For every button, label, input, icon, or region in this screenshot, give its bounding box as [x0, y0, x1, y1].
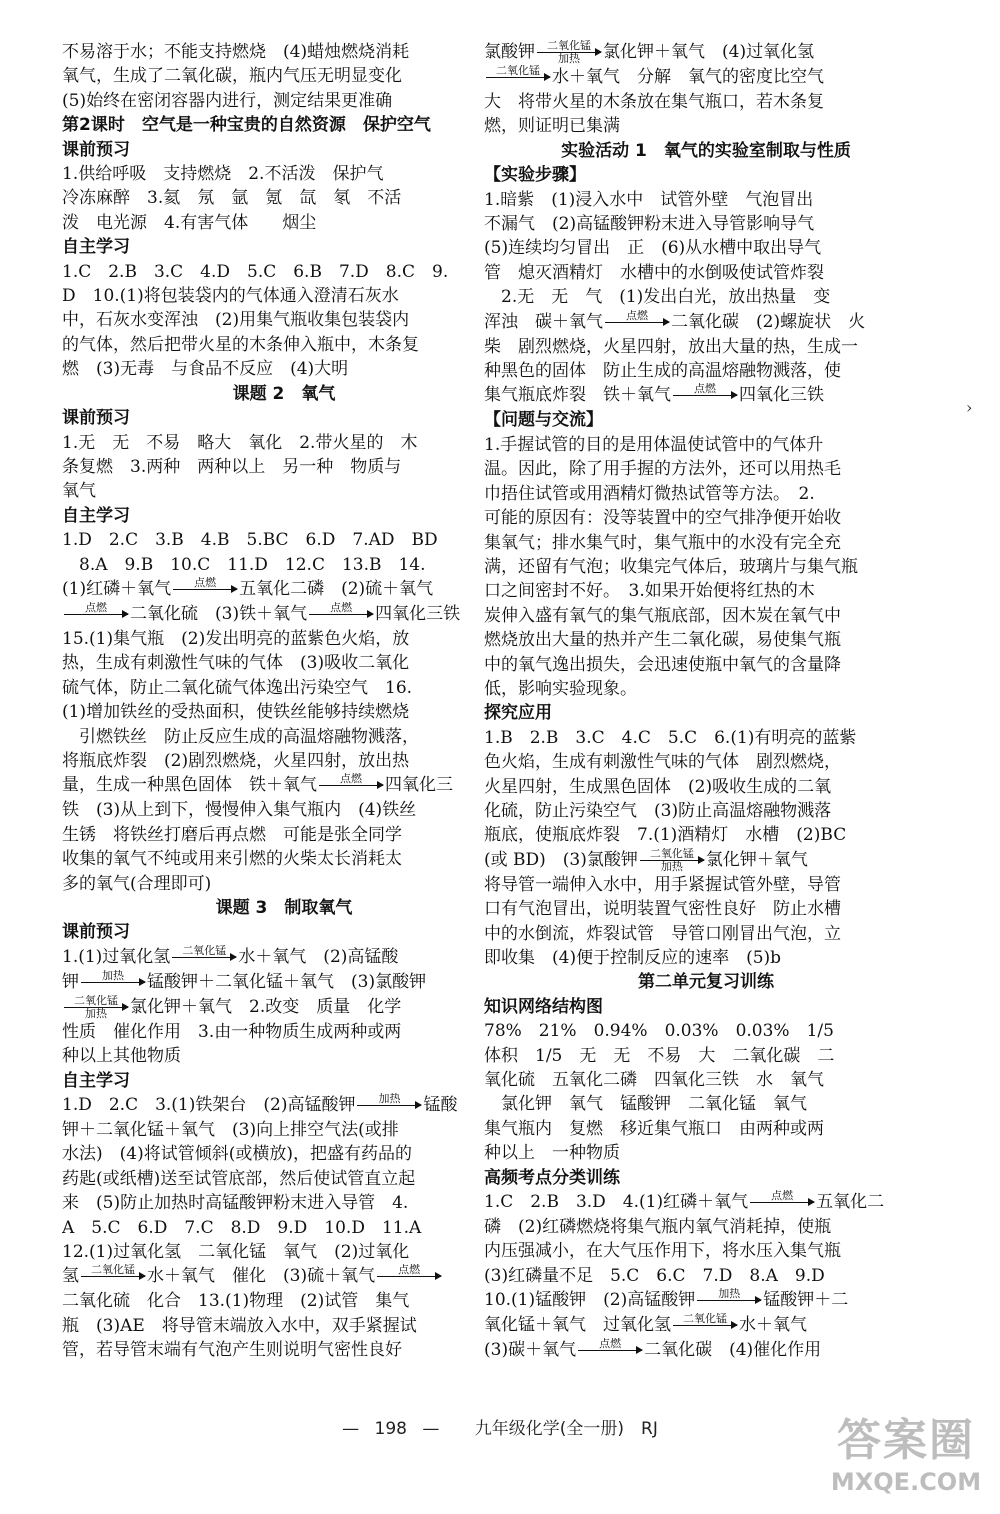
text-line: 不漏气 (2)高锰酸钾粉末进入导管影响导气 — [484, 214, 815, 235]
subheading: 课前预习 — [62, 922, 130, 943]
text-segment: (3)碳＋氧气 — [484, 1340, 577, 1361]
text-line: 8.A 9.B 10.C 11.D 12.C 13.B 14. — [62, 554, 426, 575]
text-line: 硫气体，防止二氧化硫气体逸出污染空气 16. — [62, 677, 413, 698]
text-line: 种以上 一种物质 — [484, 1143, 620, 1164]
arrow-bar — [64, 614, 128, 615]
text-segment: 氢 — [62, 1266, 79, 1287]
text-segment: 水＋氧气 分解 氧气的密度比空气 — [552, 67, 824, 87]
text-line: 将瓶底炸裂 (2)剧烈燃烧，火星四射，放出热 — [62, 750, 410, 771]
equation-line — [62, 1093, 506, 1118]
text-line: 化硫，防止污染空气 (3)防止高温熔融物溅落 — [484, 800, 832, 821]
text-line: A 5.C 6.D 7.C 8.D 9.D 10.D 11.A — [62, 1217, 422, 1238]
subheading: 知识网络结构图 — [484, 996, 603, 1017]
text-segment: 氯化钾＋氧气 — [705, 849, 808, 870]
equation-line — [62, 577, 506, 602]
arrow-bar — [357, 1105, 421, 1106]
equation-line — [484, 848, 928, 873]
text-line: 中的水倒流，炸裂试管 导管口刚冒出气泡，立 — [484, 923, 841, 944]
reaction-arrow — [172, 945, 236, 970]
text-line: 氧化硫 五氧化二磷 四氧化三铁 水 氧气 — [484, 1070, 824, 1091]
arrow-bar — [537, 52, 601, 53]
arrow-bar — [377, 1276, 441, 1277]
equation-line — [484, 1288, 928, 1313]
text-segment: 1.C 2.B 3.D 4.(1)红磷＋氧气 — [484, 1192, 749, 1213]
text-line: 管 熄灭酒精灯 水槽中的水倒吸使试管炸裂 — [484, 262, 824, 283]
topic-heading: 课题 2 氧气 — [232, 383, 336, 404]
text-line: (1)增加铁丝的受热面积，使铁丝能够持续燃烧 — [62, 702, 410, 723]
equation-line — [484, 310, 928, 335]
reaction-arrow — [357, 1093, 421, 1118]
text-segment: 钾 — [62, 971, 79, 992]
arrow-bar — [309, 614, 373, 615]
text-line: 满，还留有气泡；收集完气体后，玻璃片与集气瓶 — [484, 556, 858, 577]
text-line: (5)连续均匀冒出 正 (6)从水槽中取出导气 — [484, 238, 822, 259]
text-line: 1.D 2.C 3.B 4.B 5.BC 6.D 7.AD BD — [62, 530, 438, 551]
condition-label: 点燃 — [85, 601, 107, 614]
reaction-arrow — [81, 970, 145, 995]
text-line: 种以上其他物质 — [62, 1046, 181, 1067]
text-line: 集气瓶内 复燃 移近集气瓶口 由两种或两 — [484, 1118, 824, 1139]
text-line: 78% 21% 0.94% 0.03% 0.03% 1/5 — [484, 1021, 834, 1042]
text-segment: 量，生成一种黑色固体 铁＋氧气 — [62, 775, 317, 796]
text-line: 大 将带火星的木条放在集气瓶口，若木条复 — [484, 92, 824, 112]
text-line: 内压强减小，在大气压作用下，将水压入集气瓶 — [484, 1241, 841, 1262]
text-segment: 五氧化二 — [816, 1192, 885, 1213]
equation-line — [62, 995, 506, 1020]
arrow-bar — [578, 1350, 642, 1351]
condition-label: 二氧化锰 — [91, 1264, 135, 1277]
text-line: 钾＋二氧化锰＋氧气 (3)向上排空气法(或排 — [62, 1120, 399, 1141]
arrow-bar — [605, 322, 669, 323]
text-line: 火星四射，生成黑色固体 (2)吸收生成的二氧 — [484, 776, 832, 797]
subheading: 【实验步骤】 — [484, 165, 586, 186]
text-line: 条复燃 3.两种 两种以上 另一种 物质与 — [62, 456, 402, 477]
arrow-bar — [81, 1276, 145, 1277]
condition-label: 点燃 — [194, 576, 217, 589]
subheading: 【问题与交流】 — [484, 410, 603, 431]
text-segment: 水＋氧气 — [739, 1315, 807, 1336]
condition-label: 二氧化锰 — [182, 944, 227, 957]
condition-label: 点燃 — [330, 601, 353, 614]
footer-dash: — — [342, 1419, 360, 1439]
text-line: 燃烧放出大量的热并产生二氧化碳，易使集气瓶 — [484, 630, 841, 651]
text-line: 泼 电光源 4.有害气体 烟尘 — [62, 212, 317, 233]
text-line: 集氧气；排水集气时，集气瓶中的水没有完全充 — [484, 532, 841, 553]
text-line: 热，生成有刺激性气味的气体 (3)吸收二氧化 — [62, 653, 410, 674]
equation-line — [484, 1313, 928, 1338]
subheading: 自主学习 — [62, 505, 130, 526]
arrow-bar — [81, 982, 145, 983]
reaction-arrow — [578, 1338, 642, 1363]
text-line: 将导管一端伸入水中，用手紧握试管外壁，导管 — [484, 874, 841, 895]
text-line: 引燃铁丝 防止反应生成的高温熔融物溅落， — [62, 726, 419, 747]
reaction-arrow — [309, 602, 373, 627]
equation-line — [484, 40, 928, 65]
reaction-arrow — [750, 1190, 814, 1215]
subheading: 课前预习 — [62, 139, 130, 160]
arrow-bar — [697, 1300, 761, 1301]
equation-line — [484, 1338, 928, 1363]
equation-line — [484, 1190, 928, 1215]
text-line: 12.(1)过氧化氢 二氧化锰 氧气 (2)过氧化 — [62, 1242, 410, 1263]
text-line: 水法) (4)将试管倾斜(或横放)，把盛有药品的 — [62, 1144, 412, 1165]
text-line: 体积 1/5 无 无 不易 大 二氧化碳 二 — [484, 1045, 835, 1066]
reaction-arrow — [64, 602, 128, 627]
text-line: 即收集 (4)便于控制反应的速率 (5)b — [484, 948, 782, 968]
text-line: 低，影响实验现象。 — [484, 678, 637, 699]
text-line: 口有气泡冒出，说明装置气密性良好 防止水槽 — [484, 899, 841, 920]
arrow-bar — [750, 1202, 814, 1203]
text-line: 种黑色的固体 防止生成的高温熔融物溅落，使 — [484, 361, 841, 382]
reaction-arrow — [605, 310, 669, 335]
text-line: 1.暗紫 (1)浸入水中 试管外壁 气泡冒出 — [484, 189, 814, 210]
arrow-bar — [486, 77, 550, 78]
text-line: 1.供给呼吸 支持燃烧 2.不活泼 保护气 — [62, 164, 384, 185]
text-segment: 五氧化二磷 (2)硫＋氧气 — [239, 578, 434, 599]
text-line: 炭伸入盛有氧气的集气瓶底部，因木炭在氧气中 — [484, 605, 841, 626]
topic-heading: 第二单元复习训练 — [638, 972, 774, 993]
equation-line — [62, 602, 506, 627]
arrow-bar — [173, 589, 237, 590]
reaction-arrow — [486, 65, 550, 90]
text-segment: 锰酸钾＋二 — [763, 1290, 849, 1311]
text-line: 不易溶于水；不能支持燃烧 (4)蜡烛燃烧消耗 — [62, 42, 410, 62]
text-line: 燃，则证明已集满 — [484, 116, 620, 137]
reaction-arrow — [81, 1264, 145, 1289]
text-segment: 浑浊 碳＋氧气 — [484, 311, 603, 332]
arrow-bar — [673, 1325, 737, 1326]
topic-heading: 实验活动 1 氧气的实验室制取与性质 — [561, 140, 851, 161]
condition-label: 点燃 — [771, 1190, 794, 1203]
condition-label: 点燃 — [694, 383, 716, 396]
reaction-arrow — [537, 40, 601, 65]
watermark-logo — [826, 1404, 986, 1504]
text-line: (5)始终在密闭容器内进行，测定结果更准确 — [62, 90, 393, 111]
reaction-arrow — [640, 848, 704, 873]
equation-line — [62, 945, 506, 970]
page-number: 198 — [374, 1419, 407, 1439]
text-segment: 水＋氧气 催化 (3)硫＋氧气 — [147, 1266, 376, 1287]
text-line: 性质 催化作用 3.由一种物质生成两种或两 — [62, 1021, 402, 1042]
condition-label: 加热 — [660, 859, 683, 873]
subheading: 自主学习 — [62, 1070, 130, 1091]
text-segment: 锰酸钾＋二氧化锰＋氧气 (3)氯酸钾 — [147, 971, 427, 992]
condition-label: 二氧化锰 — [649, 847, 694, 860]
condition-label: 点燃 — [398, 1264, 421, 1277]
text-line: 氧气 — [62, 481, 96, 502]
text-line: 色火焰，生成有刺激性气味的气体 剧烈燃烧， — [484, 752, 841, 773]
condition-label: 二氧化锰 — [74, 994, 118, 1007]
text-line: 瓶底，使瓶底炸裂 7.(1)酒精灯 水槽 (2)BC — [484, 825, 847, 846]
text-line: 磷 (2)红磷燃烧将集气瓶内氧气消耗掉，使瓶 — [484, 1217, 832, 1238]
text-line: 氧气，生成了二氧化碳，瓶内气压无明显变化 — [62, 66, 402, 87]
equation-line — [62, 1264, 506, 1289]
text-segment: (1)红磷＋氧气 — [62, 578, 172, 599]
text-line: 2.无 无 气 (1)发出白光，放出热量 变 — [484, 287, 831, 308]
condition-label: 加热 — [718, 1288, 741, 1301]
text-segment: 集气瓶底炸裂 铁＋氧气 — [484, 385, 671, 406]
subheading: 探究应用 — [484, 703, 552, 724]
text-segment: 四氧化三 — [385, 775, 453, 796]
watermark-text: 答案圈 — [837, 1415, 975, 1466]
subheading: 自主学习 — [62, 237, 130, 258]
subheading: 课前预习 — [62, 408, 130, 429]
arrow-bar — [319, 785, 383, 786]
text-line: 多的氧气(合理即可) — [62, 873, 212, 894]
condition-label: 二氧化锰 — [683, 1313, 727, 1326]
reaction-arrow — [673, 1313, 737, 1338]
text-segment: 10.(1)锰酸钾 (2)高锰酸钾 — [484, 1290, 696, 1311]
text-line: 温。因此，除了用手握的方法外，还可以用热毛 — [484, 459, 841, 480]
text-line: 中，石灰水变浑浊 (2)用集气瓶收集包装袋内 — [62, 310, 410, 331]
text-line: 收集的氧气不纯或用来引燃的火柴太长消耗太 — [62, 849, 402, 870]
text-segment: 四氧化三铁 — [375, 603, 461, 624]
equation-line — [62, 970, 506, 995]
text-segment: 1.(1)过氧化氢 — [62, 946, 171, 967]
condition-label: 加热 — [102, 969, 124, 982]
text-line: 二氧化硫 化合 13.(1)物理 (2)试管 集气 — [62, 1291, 410, 1312]
footer-dash: — — [422, 1419, 440, 1439]
condition-label: 加热 — [85, 1006, 107, 1020]
condition-label: 加热 — [378, 1093, 401, 1106]
text-segment: 二氧化硫 (3)铁＋氧气 — [130, 603, 308, 624]
text-line: 生锈 将铁丝打磨后再点燃 可能是张全同学 — [62, 824, 402, 845]
text-line: 瓶 (3)AE 将导管末端放入水中，双手紧握试 — [62, 1315, 417, 1336]
reaction-arrow — [319, 773, 383, 798]
text-segment: 水＋氧气 (2)高锰酸 — [238, 946, 399, 967]
text-line: 1.B 2.B 3.C 4.C 5.C 6.(1)有明亮的蓝紫 — [484, 727, 857, 748]
text-line: 1.无 无 不易 略大 氧化 2.带火星的 木 — [62, 432, 418, 453]
text-line: 管，若导管末端有气泡产生则说明气密性良好 — [62, 1340, 402, 1361]
margin-mark: › — [966, 398, 973, 417]
text-line: 15.(1)集气瓶 (2)发出明亮的蓝紫色火焰，放 — [62, 628, 410, 649]
text-segment: 锰酸 — [423, 1095, 458, 1116]
reaction-arrow — [64, 995, 128, 1020]
text-segment: 二氧化碳 (2)螺旋状 火 — [671, 311, 866, 332]
text-line: 的气体，然后把带火星的木条伸入瓶中，木条复 — [62, 334, 419, 355]
subheading: 高频考点分类训练 — [484, 1167, 620, 1188]
left-column — [62, 40, 506, 1363]
text-line: 铁 (3)从上到下，慢慢伸入集气瓶内 (4)铁丝 — [62, 800, 417, 821]
text-segment: 四氧化三铁 — [739, 385, 824, 406]
condition-label: 二氧化锰 — [547, 40, 591, 52]
reaction-arrow — [697, 1288, 761, 1313]
text-line: 来 (5)防止加热时高锰酸钾粉末进入导管 4. — [62, 1193, 409, 1214]
text-line: 可能的原因有：没等装置中的空气排净便开始收 — [484, 508, 841, 529]
arrow-bar — [640, 860, 704, 861]
text-segment: 1.D 2.C 3.(1)铁架台 (2)高锰酸钾 — [62, 1095, 356, 1116]
text-line: 1.C 2.B 3.C 4.D 5.C 6.B 7.D 8.C 9. — [62, 261, 449, 282]
equation-line — [62, 773, 506, 798]
equation-line — [484, 383, 928, 408]
arrow-bar — [172, 957, 236, 958]
condition-label: 点燃 — [599, 1338, 622, 1351]
text-segment: 二氧化碳 (4)催化作用 — [644, 1340, 822, 1361]
condition-label: 点燃 — [626, 309, 648, 322]
text-line: 口之间密封不好。 3.如果开始便将红热的木 — [484, 581, 815, 602]
text-segment: 氯酸钾 — [484, 42, 535, 62]
arrow-bar — [673, 395, 737, 396]
text-segment: 氯化钾＋氧气 2.改变 质量 化学 — [130, 996, 402, 1017]
text-segment: (或 BD) (3)氯酸钾 — [484, 849, 638, 870]
watermark-url: MXQE.COM — [830, 1468, 982, 1496]
text-line: 药匙(或纸槽)送至试管底部，然后使试管直立起 — [62, 1168, 416, 1189]
reaction-arrow — [173, 577, 237, 602]
reaction-arrow — [673, 383, 737, 408]
condition-label: 加热 — [558, 52, 580, 65]
topic-heading: 课题 3 制取氧气 — [215, 898, 353, 918]
text-line: 柴 剧烈燃烧，火星四射，放出大量的热，生成一 — [484, 336, 858, 357]
text-line: (3)红磷量不足 5.C 6.C 7.D 8.A 9.D — [484, 1265, 825, 1286]
text-line: 1.手握试管的目的是用体温使试管中的气体升 — [484, 434, 824, 455]
text-line: 氯化钾 氧气 锰酸钾 二氧化锰 氧气 — [484, 1094, 807, 1115]
section-heading: 第2课时 空气是一种宝贵的自然资源 保护空气 — [62, 115, 431, 136]
text-segment: 氧化锰＋氧气 过氧化氢 — [484, 1315, 671, 1336]
text-segment: 氯化钾＋氧气 (4)过氧化氢 — [603, 42, 815, 62]
text-line: 巾捂住试管或用酒精灯微热试管等方法。 2. — [484, 483, 815, 504]
text-line: 燃 (3)无毒 与食品不反应 (4)大明 — [62, 359, 349, 380]
arrow-bar — [64, 1007, 128, 1008]
reaction-arrow — [377, 1264, 441, 1289]
text-line: 中的氧气逸出损失，会迅速使瓶中氧气的含量降 — [484, 654, 841, 675]
condition-label: 点燃 — [340, 773, 362, 786]
right-column — [484, 40, 928, 1363]
condition-label: 二氧化锰 — [496, 65, 540, 77]
text-line: D 10.(1)将包装袋内的气体通入澄清石灰水 — [62, 286, 399, 307]
book-title: 九年级化学(全一册) RJ — [474, 1419, 658, 1439]
text-line: 冷冻麻醉 3.氦 氖 氩 氪 氙 氡 不活 — [62, 188, 402, 209]
equation-line — [484, 65, 928, 90]
